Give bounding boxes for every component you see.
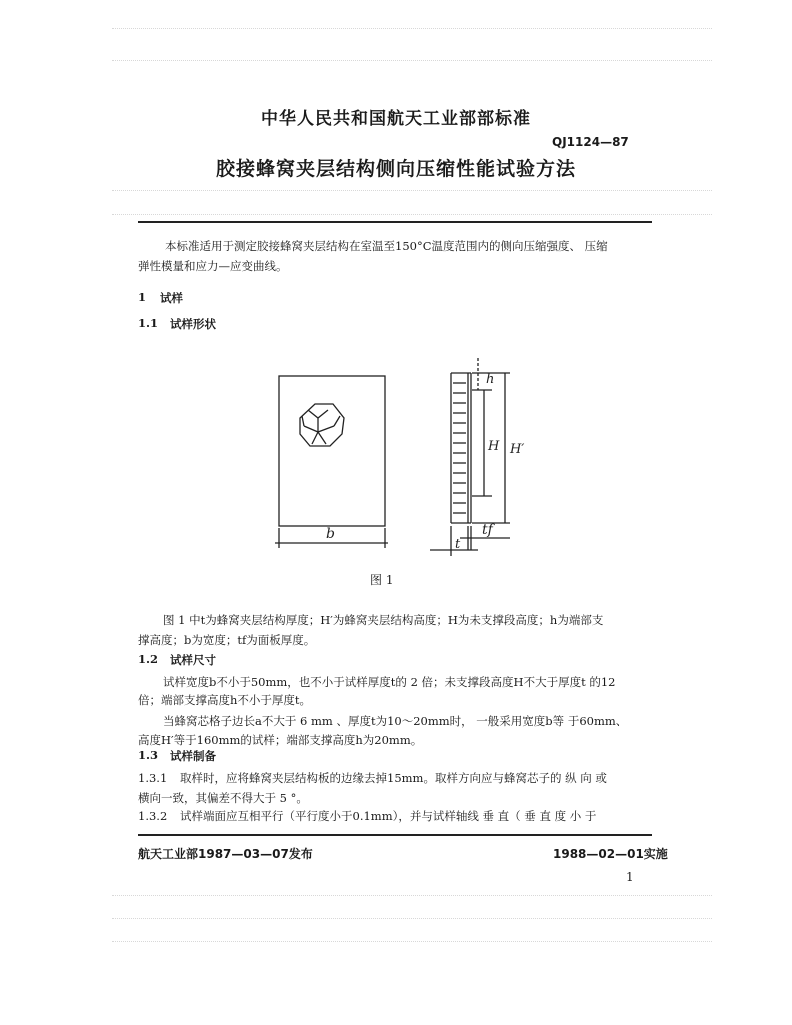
size-p2-line-2: 高度H′等于160mm的试样；端部支撑高度h为20mm。: [138, 733, 423, 747]
standard-code: QJ1124—87: [552, 135, 629, 149]
label-H-prime: H′: [510, 442, 525, 457]
effective-date: 1988—02—01实施: [553, 847, 668, 861]
organization-title: 中华人民共和国航天工业部部标准: [261, 109, 531, 129]
section-1-2-title: 试样尺寸: [170, 653, 216, 667]
section-1-2-number: 1.2: [138, 652, 159, 666]
size-p1-line-2: 倍；端部支撑高度h不小于厚度t。: [138, 693, 312, 707]
section-1-title: 试样: [160, 291, 183, 305]
document-title: 胶接蜂窝夹层结构侧向压缩性能试验方法: [215, 158, 576, 180]
section-1-3-number: 1.3: [138, 748, 159, 762]
section-1-3-1-number: 1.3.1: [138, 771, 168, 785]
honeycomb-cell-sketch: [300, 404, 344, 446]
page-number: 1: [626, 870, 634, 884]
intro-line-1: 本标准适用于测定胶接蜂窝夹层结构在室温至150°C温度范围内的侧向压缩强度、 压缩: [165, 239, 608, 253]
section-1-3-2-line-1: 试样端面应互相平行（平行度小于0.1mm），并与试样轴线 垂 直（ 垂 直 度 小 于: [180, 809, 597, 823]
size-p1-line-1: 试样宽度b不小于50mm，也不小于试样厚度t的 2 倍；未支撑段高度H不大于厚度t 的12: [163, 675, 616, 689]
figure-desc-line-1: 图 1 中t为蜂窝夹层结构厚度；H′为蜂窝夹层结构高度；H为未支撑段高度；h为端部支: [163, 613, 604, 627]
label-t: t: [455, 537, 461, 552]
specimen-figure: [260, 338, 530, 568]
label-tf: tf: [482, 522, 493, 538]
section-1-1-title: 试样形状: [170, 317, 216, 331]
section-1-3-1-line-1: 取样时，应将蜂窝夹层结构板的边缘去掉15mm。取样方向应与蜂窝芯子的 纵 向 或: [180, 771, 607, 785]
issue-date: 航天工业部1987—03—07发布: [138, 847, 313, 861]
section-1-3-title: 试样制备: [170, 749, 216, 763]
section-1-1-number: 1.1: [138, 316, 159, 330]
figure-desc-line-2: 撑高度；b为宽度；tf为面板厚度。: [138, 633, 316, 647]
figure-caption: 图 1: [370, 573, 394, 587]
footer-rule: [138, 834, 652, 836]
specimen-front-view: [279, 376, 385, 526]
section-1-3-2-number: 1.3.2: [138, 809, 168, 823]
label-b: b: [326, 526, 335, 542]
intro-line-2: 弹性模量和应力—应变曲线。: [138, 259, 288, 273]
section-1-3-1-line-2: 横向一致，其偏差不得大于 5 °。: [138, 791, 308, 805]
section-1-number: 1: [138, 290, 147, 304]
title-rule: [138, 221, 652, 223]
label-h: h: [486, 372, 495, 387]
size-p2-line-1: 当蜂窝芯格子边长a不大于 6 mm 、厚度t为10～20mm时， 一般采用宽度b等 于60mm、: [163, 714, 628, 728]
label-H: H: [488, 439, 500, 454]
